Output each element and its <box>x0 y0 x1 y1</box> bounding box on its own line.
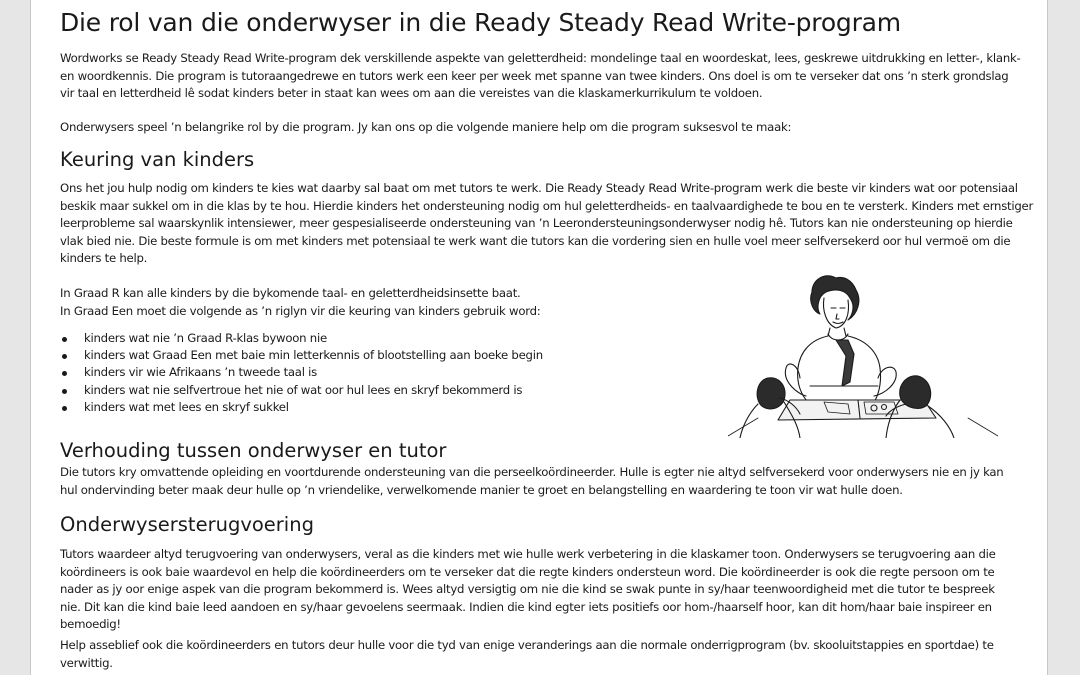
section-heading-keuring: Keuring van kinders <box>60 148 255 171</box>
verhouding-line: Die tutors kry omvattende opleiding en voortdurende ondersteuning van die perseelkoördineerder. Hulle is egter nie altyd selfversekerd voor onderwysers nie en jy kan <box>60 465 1004 479</box>
list-item: kinders wat nie ’n Graad R-klas bywoon nie <box>60 330 543 347</box>
keuring-line: beskik maar sukkel om in die klas by te hou. Hierdie kinders het ondersteuning nodig om hul geletterdheids- en taalvaardighede te bou en te versterk. Kinders met ernstiger <box>60 198 1034 213</box>
closing-line: verwittig. <box>60 655 113 670</box>
keuring-line: vlak bied nie. Die beste formule is om met kinders met potensiaal te werk want die tutors kan die vordering sien en hulle voel meer selfversekerd oor hul vermoë om die <box>60 233 1011 248</box>
teacher-reading-illustration <box>728 268 998 438</box>
terugvoering-line: koördineers is ook baie waardevol en help die koördineerders om te verseker dat die regte kinders ondersteun word. Die koördineerder is ook die regte persoon om te <box>60 564 995 579</box>
grade-r-text: In Graad R kan alle kinders by die bykomende taal- en geletterdheidsinsette baat. <box>60 286 521 300</box>
verhouding-line: hul ondervinding beter maak deur hulle op ’n vriendelike, verwelkomende manier te groet en belangstelling en waardering te toon vir wat hulle doen. <box>60 482 903 497</box>
list-item: kinders wat Graad Een met baie min letterkennis of blootstelling aan boeke begin <box>60 347 543 364</box>
keuring-line: leerprobleme sal waarskynlik intensiewer, meer gespesialiseerde ondersteuning van ’n Leerondersteuningsonderwyser nodig hê. Tutors kan nie ondersteuning op hierdie <box>60 216 1013 230</box>
list-item: kinders wat nie selfvertroue het nie of wat oor hul lees en skryf bekommerd is <box>60 382 543 399</box>
section-heading-terugvoering: Onderwysersterugvoering <box>60 513 314 536</box>
terugvoering-line: Tutors waardeer altyd terugvoering van onderwysers, veral as die kinders met wie hulle werk verbetering in die klaskamer toon. Onderwysers se terugvoering aan die <box>60 547 996 561</box>
intro-line: Wordworks se Ready Steady Read Write-program dek verskillende aspekte van geletterdheid: mondelinge taal en woordeskat, lees, geskrewe uitdrukking en letter-, klank- <box>60 51 1021 65</box>
section-heading-verhouding: Verhouding tussen onderwyser en tutor <box>60 439 447 462</box>
terugvoering-paragraph <box>60 546 1026 634</box>
page-title: Die rol van die onderwyser in die Ready Steady Read Write-program <box>60 8 901 37</box>
intro-line: vir taal en letterdheid lê sodat kinders beter in staat kan wees om aan die vereistes van die klaskamerkurrikulum te voldoen. <box>60 86 763 100</box>
intro-second-paragraph: Onderwysers speel ’n belangrike rol by die program. Jy kan ons op die volgende maniere help om die program suksesvol te maak: <box>60 120 792 134</box>
keuring-paragraph <box>60 180 1034 268</box>
keuring-line: Ons het jou hulp nodig om kinders te kies wat daarby sal baat om met tutors te werk. Die Ready Steady Read Write-program werk die beste vir kinders wat oor potensiaal <box>60 181 1018 195</box>
verhouding-paragraph <box>60 464 1026 499</box>
grade-one-text: In Graad Een moet die volgende as ’n riglyn vir die keuring van kinders gebruik word: <box>60 304 541 318</box>
list-item: kinders wat met lees en skryf sukkel <box>60 399 543 416</box>
closing-paragraph <box>60 637 1026 672</box>
intro-paragraph <box>60 50 1026 103</box>
document-page <box>30 0 1048 675</box>
terugvoering-line: nader as jy oor enige aspek van die program bekommerd is. Wees altyd versigtig om nie die kind se swak punte in sy/haar teenwoordigheid met die tutor te bespreek <box>60 582 995 596</box>
terugvoering-line: bemoedig! <box>60 617 121 631</box>
keuring-line: kinders te help. <box>60 251 148 265</box>
intro-line: en woordkennis. Die program is tutoraangedrewe en tutors werk een keer per week met spanne van twee kinders. Ons doel is om te verseker dat ons ’n sterk grondslag <box>60 68 1009 83</box>
list-item: kinders vir wie Afrikaans ’n tweede taal is <box>60 364 543 381</box>
closing-line: Help asseblief ook die koördineerders en tutors deur hulle voor die tyd van enige veranderings aan die normale onderrigprogram (bv. skooluitstappies en sportdae) te <box>60 638 994 652</box>
selection-criteria-list <box>60 330 543 416</box>
terugvoering-line: nie. Dit kan die kind baie leed aandoen en sy/haar gevoelens seermaak. Indien die kind egter iets positiefs oor hom-/haarself hoor, kan dit hom/haar baie inspireer en <box>60 599 992 614</box>
